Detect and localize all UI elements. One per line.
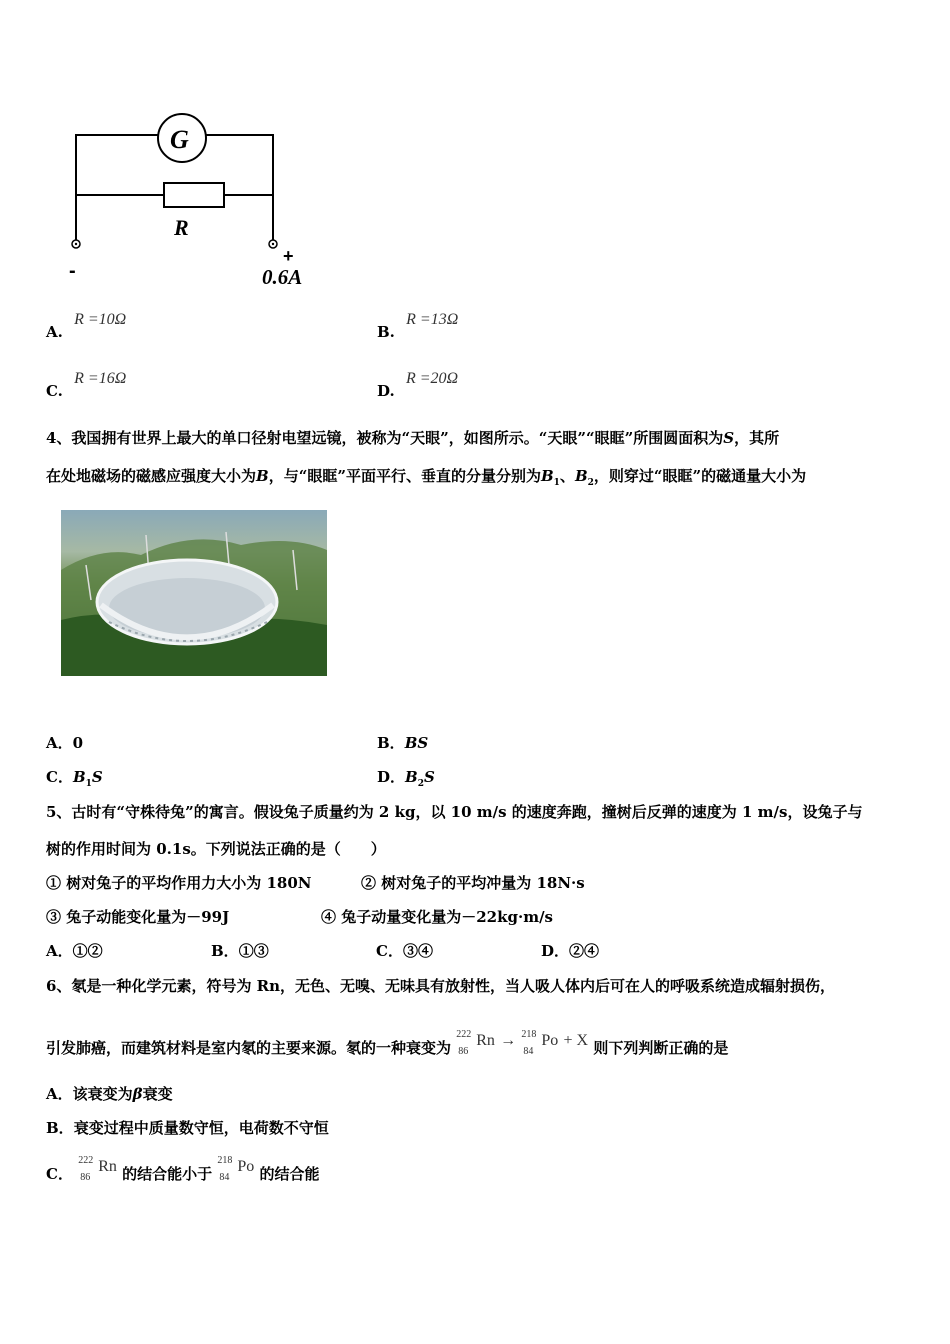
- q6-line2: 引发肺癌，而建筑材料是室内氡的主要来源。氡的一种衰变为 222 86 Rn → 218 84 Po + X 则下列判断正确的是: [46, 1029, 729, 1057]
- q3-option-c[interactable]: C. R =16Ω: [46, 370, 127, 400]
- q5-option-c[interactable]: C．③④: [376, 942, 433, 960]
- telescope-photo: [61, 510, 327, 676]
- q6-option-a[interactable]: A．该衰变为β衰变: [46, 1085, 173, 1103]
- q5-statement-3: ③ 兔子动能变化量为－99J: [46, 908, 230, 926]
- q3-option-b-expr: R =13Ω: [406, 311, 459, 328]
- q5-line2: 树的作用时间为 0.1s。下列说法正确的是（ ）: [46, 840, 386, 858]
- q6-option-b[interactable]: B．衰变过程中质量数守恒，电荷数不守恒: [46, 1119, 329, 1137]
- q5-statement-4: ④ 兔子动量变化量为－22kg·m/s: [321, 908, 553, 926]
- q5-option-b[interactable]: B．①③: [211, 942, 269, 960]
- q3-option-d[interactable]: D. R =20Ω: [377, 370, 459, 400]
- q3-option-c-expr: R =16Ω: [74, 370, 127, 387]
- rn-nuclide: 222 86 Rn: [456, 1029, 495, 1057]
- galvanometer-label: G: [170, 125, 189, 154]
- po-nuclide: 218 84 Po: [521, 1029, 559, 1057]
- q3-option-b[interactable]: B. R =13Ω: [377, 311, 459, 341]
- q3-option-a-expr: R =10Ω: [74, 311, 127, 328]
- q4-option-d[interactable]: D．$B_2S$: [377, 768, 435, 789]
- range-label: 0.6A: [262, 265, 303, 289]
- plus-x: + X: [563, 1032, 589, 1049]
- q5-option-a[interactable]: A．①②: [46, 942, 103, 960]
- decay-arrow: →: [500, 1032, 517, 1049]
- q5-option-d[interactable]: D．②④: [541, 942, 600, 960]
- pos-terminal-label: +: [283, 246, 294, 266]
- po-nuclide-c: 218 84 Po: [217, 1155, 255, 1183]
- neg-terminal-label: -: [69, 260, 76, 282]
- q3-option-d-expr: R =20Ω: [405, 370, 459, 387]
- resistor-shape: [164, 183, 224, 207]
- q5-statement-2: ② 树对兔子的平均冲量为 18N·s: [361, 874, 585, 892]
- circuit-diagram: [60, 105, 330, 295]
- q4-option-a[interactable]: A．0: [46, 734, 84, 752]
- q6-line1: 6、氡是一种化学元素，符号为 Rn，无色、无嗅、无味具有放射性，当人吸人体内后可在人的呼吸系统造成辐射损伤，: [46, 977, 836, 995]
- q4-option-b[interactable]: B．BS: [377, 734, 429, 752]
- q4-option-c[interactable]: C．$B_1S$: [46, 768, 103, 789]
- q4-line1: 4、我国拥有世界上最大的单口径射电望远镜，被称为“天眼”，如图所示。“天眼”“眼眶”所围圆面积为S，其所: [46, 429, 780, 447]
- q3-option-a[interactable]: A. R =10Ω: [46, 311, 127, 341]
- q4-line2: 在处地磁场的磁感应强度大小为B，与“眼眶”平面平行、垂直的分量分别为$B_1$、$B_2$，则穿过“眼眶”的磁通量大小为: [46, 467, 807, 488]
- rn-nuclide-c: 222 86 Rn: [78, 1155, 117, 1183]
- q5-line1: 5、古时有“守株待兔”的寓言。假设兔子质量约为 2 kg，以 10 m/s 的速度奔跑，撞树后反弹的速度为 1 m/s，设兔子与: [46, 803, 863, 821]
- q6-option-c[interactable]: C． 222 86 Rn 的结合能小于 218 84 Po 的结合能: [46, 1155, 320, 1183]
- resistor-label: R: [174, 215, 189, 240]
- q5-statement-1: ① 树对兔子的平均作用力大小为 180N: [46, 874, 312, 892]
